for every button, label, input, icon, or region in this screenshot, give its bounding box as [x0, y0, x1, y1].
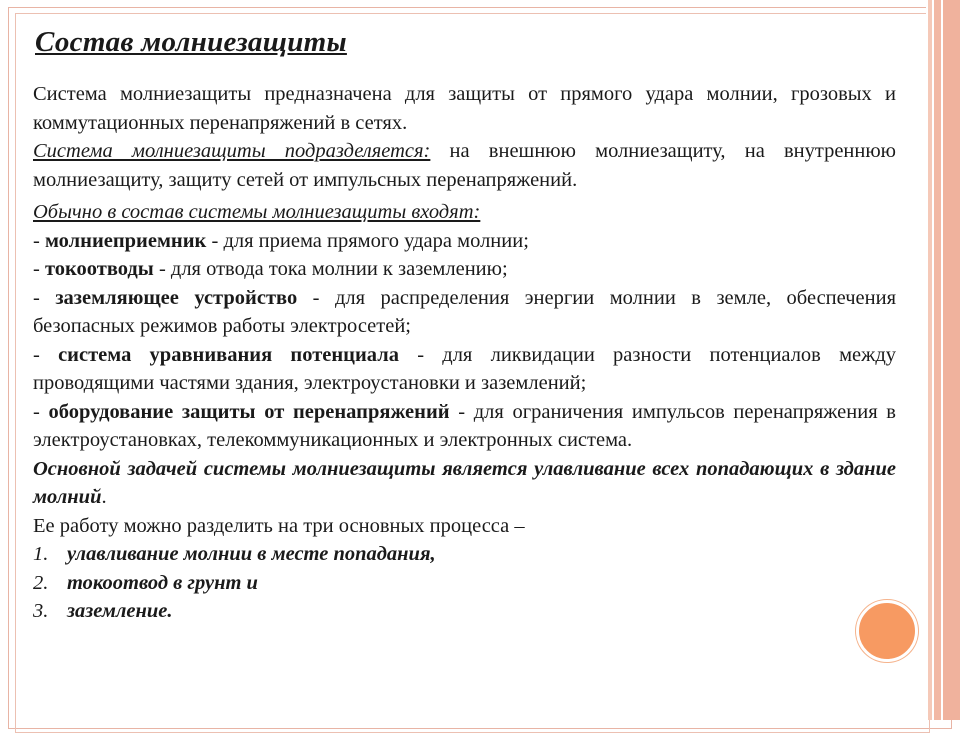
processes-list — [33, 540, 896, 626]
component-desc: - для ликвидации разности потенциалов между проводящими частями здания, электроустановки и заземлений; — [33, 343, 896, 394]
list-item: 1. улавливание молнии в месте попадания, — [33, 543, 436, 565]
component-desc: - для ограничения импульсов перенапряжения в электроустановках, телекоммуникационных и электронных система. — [33, 400, 896, 451]
component-desc: - для приема прямого удара молнии; — [206, 229, 529, 252]
component-desc: - для отвода тока молнии к заземлению; — [153, 258, 508, 280]
component-item: - заземляющее устройство - для распределения энергии молнии в земле, обеспечения безопасных режимов работы электросетей; — [33, 286, 897, 337]
component-term: заземляющее устройство — [55, 286, 298, 309]
component-item: - токоотводы - для отвода тока молнии к заземлению; — [33, 258, 508, 280]
main-task-text: Основной задачей системы молниезащиты является улавливание всех попадающих в здание молний — [33, 457, 896, 508]
component-item: - система уравнивания потенциала - для ликвидации разности потенциалов между проводящими частями здания, электроустановки и заземлений; — [33, 343, 896, 394]
composition-heading: Обычно в состав системы молниезащиты входят: — [33, 201, 481, 223]
slide-content — [33, 22, 896, 626]
component-desc: - для распределения энергии молнии в земле, обеспечения безопасных режимов работы электросетей; — [33, 286, 897, 337]
list-item: 3. заземление. — [33, 600, 173, 622]
component-term: система уравнивания потенциала — [58, 343, 399, 366]
component-term: оборудование защиты от перенапряжений — [48, 400, 450, 423]
component-item: - молниеприемник - для приема прямого удара молнии; — [33, 229, 529, 252]
component-item: - оборудование защиты от перенапряжений - для ограничения импульсов перенапряжения в электроустановках, телекоммуникационных и электронных система. — [33, 400, 896, 451]
slide-title: Состав молниезащиты — [35, 26, 347, 58]
processes-intro: Ее работу можно разделить на три основных процесса – — [33, 514, 525, 537]
division-label: Система молниезащиты подразделяется: — [33, 140, 431, 162]
division-paragraph — [33, 137, 896, 194]
component-term: токоотводы — [44, 258, 154, 280]
list-item: 2. токоотвод в грунт и — [33, 571, 258, 594]
intro-paragraph: Система молниезащиты предназначена для защиты от прямого удара молнии, грозовых и коммутационных перенапряжений в сетях. — [33, 83, 896, 134]
decorative-stripes — [926, 0, 960, 720]
division-text: на внешнюю молниезащиту, на внутреннюю молниезащиту, защиту сетей от импульсных перенапряжений. — [33, 140, 896, 191]
component-term: молниеприемник — [44, 229, 207, 252]
main-task-paragraph: Основной задачей системы молниезащиты является улавливание всех попадающих в здание молний. — [33, 457, 896, 508]
